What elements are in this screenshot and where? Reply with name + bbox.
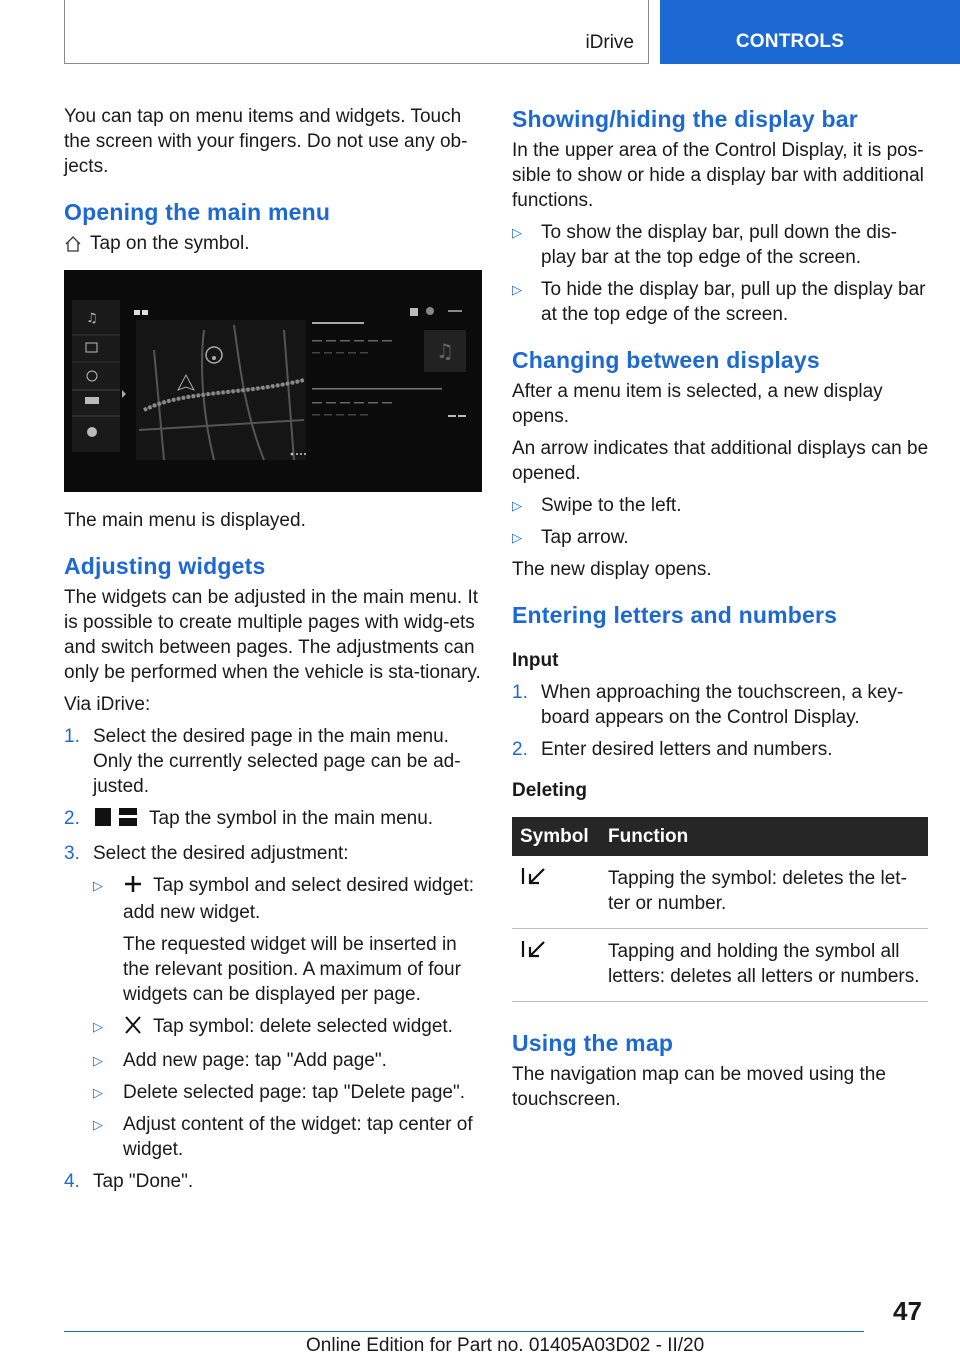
changing-paragraph-1: After a menu item is selected, a new display opens. (512, 381, 883, 427)
right-column (512, 104, 930, 1119)
svg-text:♫: ♫ (436, 339, 454, 363)
bullet-triangle-icon: ▷ (93, 878, 103, 893)
step-text-with-icon (93, 806, 482, 834)
step-number: 4. (64, 1171, 80, 1192)
chapter-tab (660, 0, 960, 64)
function-text: Tapping and holding the symbol all letters: deletes all letters or numbers. (600, 929, 928, 1002)
option-adjust-content (93, 1112, 482, 1162)
step-text: Tap "Done". (93, 1171, 194, 1192)
bullet-triangle-icon: ▷ (93, 1053, 103, 1068)
backspace-icon (520, 870, 546, 891)
input-subheading: Input (512, 650, 559, 671)
chapter-tab-label: CONTROLS (735, 31, 845, 52)
bullet-text: To show the display bar, pull down the dis-play bar at the top edge of the screen. (541, 222, 897, 268)
step-1 (64, 724, 482, 799)
display-bar-paragraph: In the upper area of the Control Display, it is pos-sible to show or hide a display bar with additional functions. (512, 140, 924, 211)
plus-icon (123, 875, 143, 900)
step-3-options (93, 873, 482, 1162)
input-step-1 (512, 680, 930, 730)
bullet-triangle-icon: ▷ (512, 498, 522, 513)
bullet-triangle-icon: ▷ (512, 530, 522, 545)
bullet-triangle-icon: ▷ (512, 282, 522, 297)
svg-text:♫: ♫ (86, 311, 98, 326)
step-text: Select the desired page in the main menu. Only the currently selected page can be ad-justed. (93, 726, 461, 797)
step-2 (64, 806, 482, 834)
new-display-text: The new display opens. (512, 559, 712, 580)
backspace-icon (520, 943, 546, 964)
section-title: iDrive (585, 32, 634, 53)
step-number: 3. (64, 843, 80, 864)
heading-adjusting-widgets: Adjusting widgets (64, 553, 266, 579)
main-menu-screenshot (64, 270, 482, 492)
heading-using-map: Using the map (512, 1030, 674, 1056)
step-number: 2. (512, 739, 528, 760)
close-icon (123, 1016, 143, 1041)
column-header-symbol: Symbol (512, 817, 600, 856)
add-widget-note: The requested widget will be inserted in the relevant position. A maximum of four widgets can be displayed per page. (123, 934, 461, 1005)
show-bar-item (512, 220, 930, 270)
step-number: 1. (512, 682, 528, 703)
tap-symbol-text: Tap on the symbol. (90, 233, 250, 254)
bullet-text: Swipe to the left. (541, 495, 682, 516)
bullet-triangle-icon: ▷ (93, 1019, 103, 1034)
option-text: Tap symbol: delete selected widget. (153, 1016, 453, 1037)
table-header-row (512, 817, 928, 856)
step-text: Select the desired adjustment: (93, 843, 349, 864)
tap-arrow-item (512, 525, 930, 550)
heading-display-bar: Showing/hiding the display bar (512, 106, 858, 132)
heading-changing-displays: Changing between displays (512, 347, 820, 373)
widgets-edit-icon (93, 807, 139, 834)
step-4 (64, 1169, 482, 1194)
option-text: Delete selected page: tap "Delete page". (123, 1082, 465, 1103)
tap-home-instruction (64, 231, 482, 256)
step-number: 1. (64, 726, 80, 747)
option-delete-widget (93, 1014, 482, 1041)
table-row (512, 856, 928, 929)
left-column (64, 104, 482, 1201)
step-text: When approaching the touchscreen, a key-board appears on the Control Display. (541, 682, 904, 728)
bullet-text: To hide the display bar, pull up the display bar at the top edge of the screen. (541, 279, 926, 325)
footer-divider (64, 1331, 864, 1332)
step-text: Tap the symbol in the main menu. (149, 808, 434, 829)
bullet-triangle-icon: ▷ (93, 1085, 103, 1100)
option-text: Tap symbol and select desired widget: add new widget. (123, 875, 475, 923)
home-icon (64, 235, 90, 253)
function-text: Tapping the symbol: deletes the let-ter or number. (600, 856, 928, 929)
edition-footer: Online Edition for Part no. 01405A03D02 - II/20 (306, 1335, 705, 1356)
heading-entering-letters: Entering letters and numbers (512, 602, 838, 628)
swipe-item (512, 493, 930, 518)
column-header-function: Function (600, 817, 928, 856)
map-paragraph: The navigation map can be moved using the touchscreen. (512, 1064, 886, 1110)
heading-main-menu: Opening the main menu (64, 199, 331, 225)
option-text: Add new page: tap "Add page". (123, 1050, 387, 1071)
widgets-paragraph: The widgets can be adjusted in the main menu. It is possible to create multiple pages with widg-ets and switch between pages. The adjustments can only be performed when the vehicle is sta-tionary. (64, 587, 481, 683)
bullet-triangle-icon: ▷ (512, 225, 522, 240)
step-text: Enter desired letters and numbers. (541, 739, 833, 760)
deleting-subheading: Deleting (512, 780, 587, 801)
option-add-widget (93, 873, 482, 925)
bullet-triangle-icon: ▷ (93, 1117, 103, 1132)
option-add-page (93, 1048, 482, 1073)
header-frame (64, 0, 649, 64)
deleting-table (512, 817, 928, 1002)
option-text: Adjust content of the widget: tap center of widget. (123, 1114, 473, 1160)
changing-paragraph-2: An arrow indicates that additional displays can be opened. (512, 438, 929, 484)
input-step-2 (512, 737, 930, 762)
via-idrive-text: Via iDrive: (64, 694, 151, 715)
step-3 (64, 841, 482, 866)
hide-bar-item (512, 277, 930, 327)
main-menu-displayed-text: The main menu is displayed. (64, 510, 306, 531)
table-row (512, 929, 928, 1002)
option-delete-page (93, 1080, 482, 1105)
bullet-text: Tap arrow. (541, 527, 629, 548)
intro-paragraph: You can tap on menu items and widgets. Touch the screen with your fingers. Do not use any ob-jects. (64, 106, 468, 177)
page-number: 47 (893, 1296, 922, 1326)
step-number: 2. (64, 808, 80, 829)
